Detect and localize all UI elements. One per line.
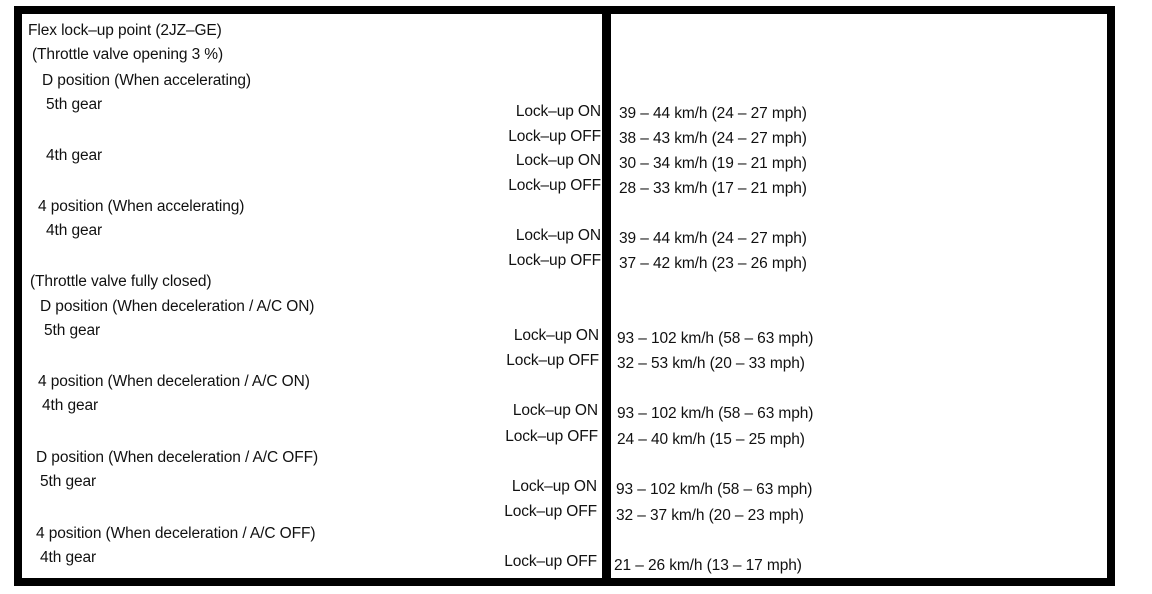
- position-label: 4 position (When deceleration / A/C ON): [38, 373, 310, 390]
- lockup-state: Lock–up OFF: [505, 428, 598, 445]
- speed-value: 32 – 37 km/h (20 – 23 mph): [616, 507, 804, 524]
- gear-label: 4th gear: [46, 222, 103, 239]
- speed-value: 21 – 26 km/h (13 – 17 mph): [614, 557, 802, 574]
- speed-value: 30 – 34 km/h (19 – 21 mph): [619, 155, 807, 172]
- position-label: 4 position (When accelerating): [38, 198, 245, 215]
- table-frame: [14, 6, 1115, 586]
- speed-value: 93 – 102 km/h (58 – 63 mph): [617, 405, 814, 422]
- lockup-state: Lock–up ON: [511, 478, 597, 495]
- table-title: Flex lock–up point (2JZ–GE): [28, 22, 222, 39]
- gear-label: 5th gear: [40, 473, 97, 490]
- speed-value: 93 – 102 km/h (58 – 63 mph): [616, 481, 813, 498]
- gear-label: 4th gear: [42, 397, 99, 414]
- lockup-state: Lock–up OFF: [504, 503, 597, 520]
- position-label: D position (When deceleration / A/C ON): [40, 298, 315, 315]
- lockup-state: Lock–up OFF: [508, 128, 601, 145]
- lockup-state: Lock–up ON: [512, 402, 598, 419]
- speed-value: 39 – 44 km/h (24 – 27 mph): [619, 105, 807, 122]
- lockup-state: Lock–up OFF: [506, 352, 599, 369]
- speed-value: 39 – 44 km/h (24 – 27 mph): [619, 230, 807, 247]
- position-label: 4 position (When deceleration / A/C OFF): [36, 525, 316, 542]
- position-label: D position (When accelerating): [42, 72, 251, 89]
- position-label: D position (When deceleration / A/C OFF): [36, 449, 319, 466]
- lockup-state: Lock–up ON: [515, 103, 601, 120]
- lockup-state: Lock–up ON: [515, 152, 601, 169]
- lockup-state: Lock–up OFF: [508, 177, 601, 194]
- lockup-state: Lock–up OFF: [504, 553, 597, 570]
- gear-label: 4th gear: [40, 549, 97, 566]
- speed-value: 32 – 53 km/h (20 – 33 mph): [617, 355, 805, 372]
- group-label: (Throttle valve fully closed): [30, 273, 212, 290]
- lockup-state: Lock–up OFF: [508, 252, 601, 269]
- gear-label: 4th gear: [46, 147, 103, 164]
- speed-value: 24 – 40 km/h (15 – 25 mph): [617, 431, 805, 448]
- group-label: (Throttle valve opening 3 %): [32, 46, 224, 63]
- lockup-state: Lock–up ON: [513, 327, 599, 344]
- speed-value: 93 – 102 km/h (58 – 63 mph): [617, 330, 814, 347]
- speed-value: 38 – 43 km/h (24 – 27 mph): [619, 130, 807, 147]
- speed-value: 28 – 33 km/h (17 – 21 mph): [619, 180, 807, 197]
- gear-label: 5th gear: [46, 96, 103, 113]
- column-divider: [602, 6, 611, 586]
- speed-value: 37 – 42 km/h (23 – 26 mph): [619, 255, 807, 272]
- lockup-state: Lock–up ON: [515, 227, 601, 244]
- gear-label: 5th gear: [44, 322, 101, 339]
